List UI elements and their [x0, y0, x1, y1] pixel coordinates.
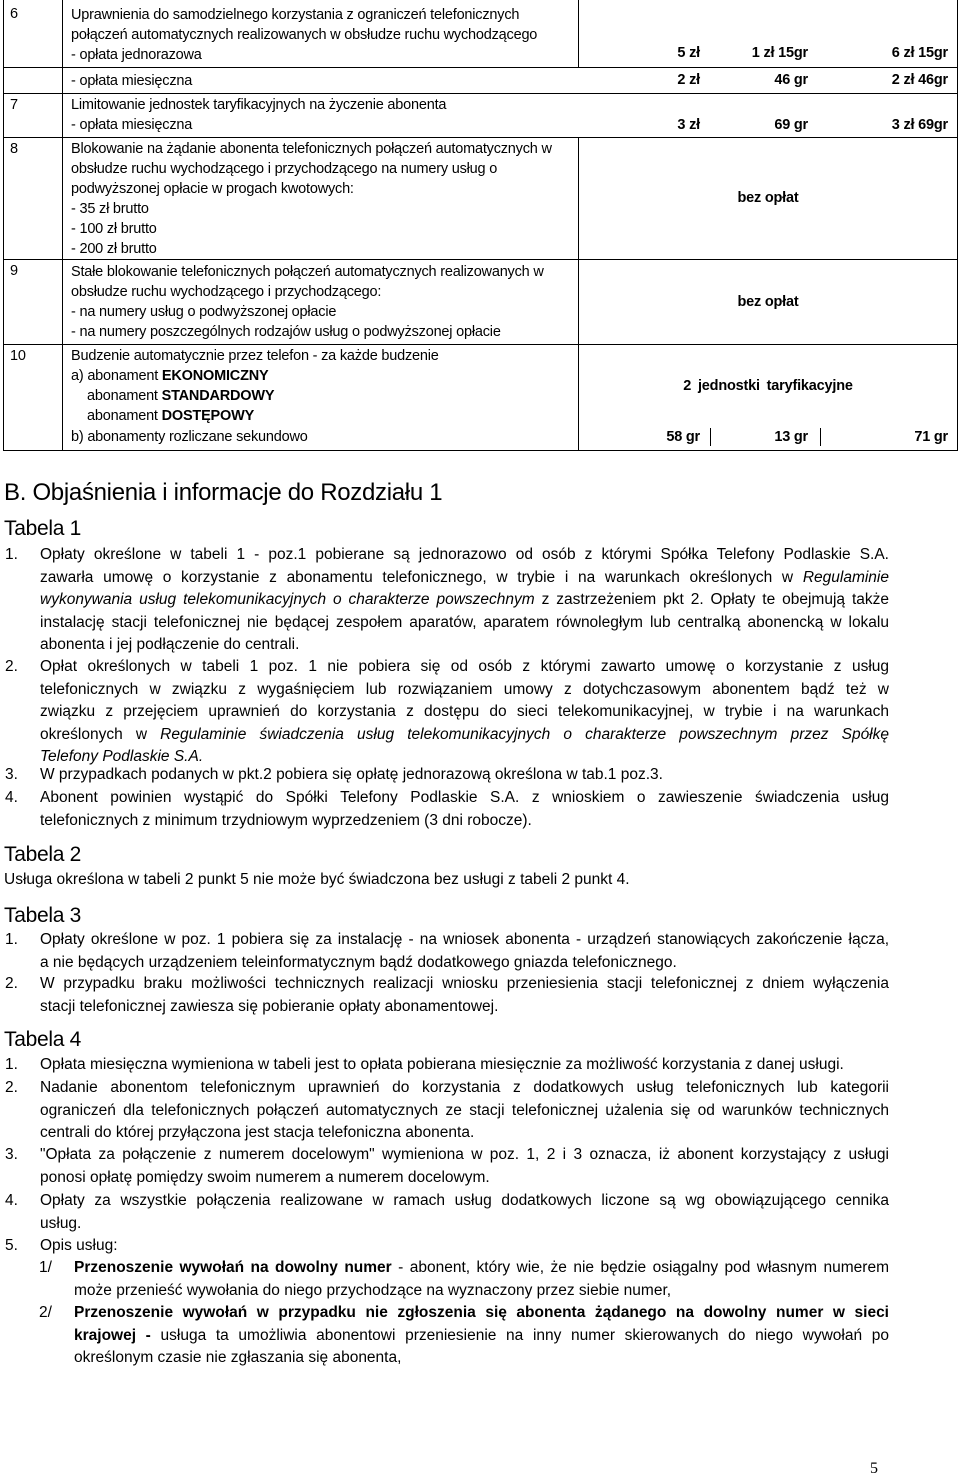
row-text: Limitowanie jednostek taryfikacyjnych na życzenie abonenta [71, 97, 447, 113]
row-number: 10 [10, 348, 26, 364]
row-text: - 200 zł brutto [71, 241, 157, 257]
page-number: 5 [870, 1460, 878, 1477]
list-item: 5. Opis usług: [5, 1237, 118, 1254]
row-text: obsłudze ruchu wychodzącego i przychodzącego na numery usług o [71, 161, 498, 177]
row-text: Uprawnienia do samodzielnego korzystania z ograniczeń telefonicznych [71, 7, 520, 23]
row-text: - 35 zł brutto [71, 201, 149, 217]
row-number: 7 [10, 97, 18, 113]
fee-value: 2 zł [677, 72, 700, 88]
fee-value: 3 zł [677, 117, 700, 133]
row-text: - opłata jednorazowa [71, 47, 202, 63]
row-text: Budzenie automatycznie przez telefon - za każde budzenie [71, 348, 439, 364]
paragraph: Usługa określona w tabeli 2 punkt 5 nie może być świadczona bez usługi z tabeli 2 punkt 4. [4, 871, 630, 888]
list-item: 2. Nadanie abonentom telefonicznym uprawnień do korzystania z dodatkowych usług telefonicznych lub kategorii ograniczeń dla telefonicznych połączeń automatycznych ze stacji telefonicznej użalenia się od warunków technicznych centrali do której przyłączona jest stacja telefoniczna abonenta. [5, 1079, 889, 1142]
row-text: - opłata miesięczna [71, 117, 193, 133]
fee-value: 13 gr [774, 429, 808, 445]
row-text: - 100 zł brutto [71, 221, 157, 237]
list-item: 4. Opłaty za wszystkie połączenia realizowane w ramach usług dodatkowych liczone są wg obowiązującego cennika usług. [5, 1192, 889, 1232]
row-text: obsłudze ruchu wychodzącego i przychodzącego: [71, 284, 382, 300]
list-item: 1. Opłaty określone w poz. 1 pobiera się za instalację - na wniosek abonenta - urządzeń stanowiących zakończenie łącza, a nie będących urządzeniem teleinformatycznym bądź dodatkowego gniazda telefonicznego. [5, 931, 889, 971]
list-item: 2. W przypadku braku możliwości technicznych realizacji wniosku przeniesienia stacji telefonicznej z dniem wyłączenia stacji telefonicznej zawiesza się pobieranie opłaty abonamentowej. [5, 975, 889, 1015]
fee-value: 6 zł 15gr [891, 45, 948, 61]
row-text: - na numery poszczególnych rodzajów usług o podwyższonej opłacie [71, 324, 501, 340]
row-text: - na numery usług o podwyższonej opłacie [71, 304, 337, 320]
row-text: abonament DOSTĘPOWY [87, 408, 255, 424]
fee-value: 58 gr [666, 429, 700, 445]
list-item: 3. "Opłata za połączenie z numerem docelowym" wymieniona w poz. 1, 2 i 3 oznacza, iż abonent korzystający z usługi ponosi opłatę pomiędzy swoim numerem a numerem docelowym. [5, 1146, 889, 1186]
service-item: 2/ Przenoszenie wywołań w przypadku nie zgłoszenia się abonenta żądanego na dowolny numer w sieci krajowej - usługa ta umożliwia abonentowi przeniesienie na inny numer skierowanych do niego wywołań po określonym czasie nie zgłaszania się abonenta, [39, 1304, 889, 1367]
fee-value: 3 zł 69gr [891, 117, 948, 133]
fee-value: 1 zł 15gr [751, 45, 808, 61]
fee-value: bez opłat [737, 294, 799, 310]
row-text: a) abonament EKONOMICZNY [71, 368, 269, 384]
list-item: 1. Opłata miesięczna wymieniona w tabeli jest to opłata pobierana miesięcznie za możliwość korzystania z danej usługi. [5, 1056, 844, 1073]
list-item: 2. Opłat określonych w tabeli 1 poz. 1 nie pobiera się od osób z którymi zawarto umowę o korzystanie z usług telefonicznych w związku z wygaśnięciem lub rozwiązaniem umowy z dotychczasowym abonentem bądź też w związku z przejęciem uprawnień do korzystania z dostępu do sieci telekomunikacyjnej, w trybie i na warunkach określonych w Regulaminie świadczenia usług telekomunikacyjnych o charakterze powszechnym przez Spółkę Telefony Podlaskie S.A. [5, 658, 889, 766]
row-text: Stałe blokowanie telefonicznych połączeń automatycznych realizowanych w [71, 264, 544, 280]
section-title: B. Objaśnienia i informacje do Rozdziału 1 [4, 479, 443, 506]
fee-value: 46 gr [774, 72, 808, 88]
row-text: Blokowanie na żądanie abonenta telefonicznych połączeń automatycznych w [71, 141, 552, 157]
subsection-heading: Tabela 3 [4, 904, 81, 927]
subsection-heading: Tabela 2 [4, 843, 81, 866]
fee-value: 5 zł [677, 45, 700, 61]
service-item: 1/ Przenoszenie wywołań na dowolny numer - abonent, który wie, że nie będzie osiągalny pod własnym numerem może przenieść wywołania do niego przychodzące na wyznaczony przez siebie numer, [39, 1259, 889, 1299]
fee-value: bez opłat [737, 190, 799, 206]
row-number: 8 [10, 141, 18, 157]
fee-value: 2 zł 46gr [891, 72, 948, 88]
row-text: podwyższonej opłacie w progach kwotowych: [71, 181, 354, 197]
subsection-heading: Tabela 1 [4, 517, 81, 540]
fee-value: 69 gr [774, 117, 808, 133]
row-text: abonament STANDARDOWY [87, 388, 275, 404]
list-item: 1. Opłaty określone w tabeli 1 - poz.1 pobierane są jednorazowo od osób z którymi Spółka Telefony Podlaskie S.A. zawarła umowę o korzystanie z abonamentu telefonicznego, w trybie i na warunkach określonych w Regulaminie wykonywania usług telekomunikacyjnych o charakterze powszechnym z zastrzeżeniem pkt 2. Opłaty te obejmują także instalację stacji telefonicznej nie będącej zespołem aparatów, aparatem równoległym lub centralką abonencką w lokalu abonenta i jej podłączenie do centrali. [5, 546, 889, 654]
fee-value: 71 gr [914, 429, 948, 445]
subsection-heading: Tabela 4 [4, 1028, 81, 1051]
row-text: połączeń automatycznych realizowanych w obsłudze ruchu wychodzącego [71, 27, 538, 43]
row-number: 9 [10, 263, 18, 279]
fee-value: 2 jednostki taryfikacyjne [683, 378, 853, 394]
row-text: b) abonamenty rozliczane sekundowo [71, 429, 308, 445]
list-item: 3. W przypadkach podanych w pkt.2 pobiera się opłatę jednorazową określona w tab.1 poz.3. [5, 766, 663, 783]
row-text: - opłata miesięczna [71, 73, 193, 89]
row-number: 6 [10, 6, 18, 22]
list-item: 4. Abonent powinien wystąpić do Spółki Telefony Podlaskie S.A. z wnioskiem o zawieszenie świadczenia usług telefonicznych z minimum trzydniowym wyprzedzeniem (3 dni robocze). [5, 789, 889, 829]
